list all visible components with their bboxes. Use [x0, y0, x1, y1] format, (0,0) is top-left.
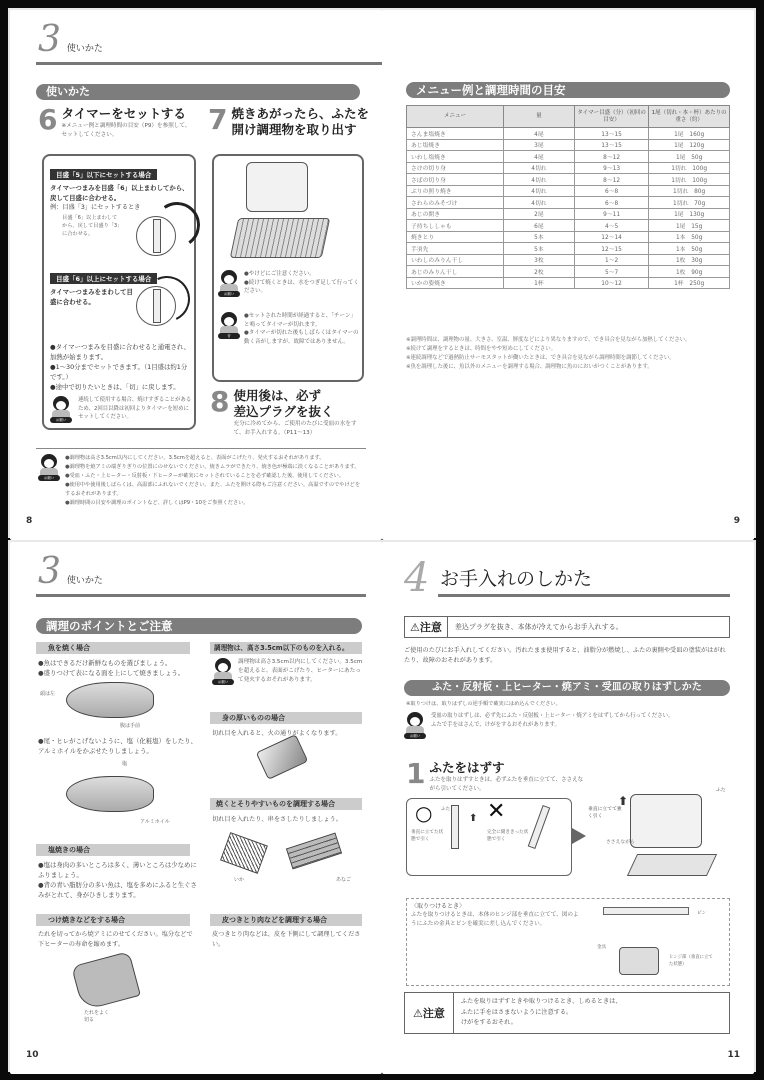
table-cell: 4尾 — [503, 151, 574, 163]
table-cell: 1切れ 70g — [649, 197, 730, 209]
grill-base-illustration — [627, 854, 717, 876]
step-7-heading — [208, 103, 369, 138]
header-rule — [36, 62, 386, 65]
table-cell: さけの切り身 — [407, 162, 504, 174]
section-pill-usage: 使いかた — [36, 84, 360, 100]
fig-label-pull: 垂直に立てて強く引く — [588, 807, 622, 819]
height-advice — [212, 658, 364, 685]
chapter-heading — [38, 551, 103, 592]
table-cell: いわしのみりん干し — [407, 254, 504, 266]
label-pin: ピン — [697, 911, 707, 916]
table-row — [407, 243, 730, 255]
header-rule — [438, 594, 730, 597]
footer-note: ●調理時間の目安や調理のポイントなど、詳しくはP9・10をご参照ください。 — [65, 500, 249, 506]
step-number: 6 — [38, 103, 58, 136]
label-squid: いか — [234, 877, 245, 883]
label-eel: あなご — [336, 877, 352, 883]
table-cell: いわし塩焼き — [407, 151, 504, 163]
table-cell: 1尾 120g — [649, 139, 730, 151]
step-title-line2: 開け調理物を取り出す — [231, 122, 357, 137]
step-title: ふたをはずす — [429, 760, 505, 775]
label-salt: 塩 — [122, 761, 128, 767]
step-number: 8 — [210, 385, 230, 418]
fish-bullets — [38, 658, 198, 678]
advice-line: 受皿の取りはずしは、必ず先にふた・反射板・上ヒーター・焼アミをはずしてから行ってください。 — [431, 713, 674, 719]
table-cell: 5～7 — [574, 266, 648, 278]
section-pill-cooking-tips: 調理のポイントとご注意 — [36, 618, 362, 634]
care-intro: ご使用のたびにお手入れしてください。汚れたまま使用すると、油脂分が燃焼し、ふたの裏側や受皿の塗装がはがれたり、故障のおそれがあります。 — [404, 647, 726, 664]
table-row — [407, 162, 730, 174]
attach-title: 〈取りつけるとき〉 — [411, 903, 466, 910]
table-cell: 13～15 — [574, 139, 648, 151]
removal-advice — [404, 712, 727, 738]
table-row — [407, 174, 730, 186]
chapter-number: 4 — [404, 555, 430, 601]
notes-a — [218, 270, 360, 296]
attach-instructions-box — [406, 898, 730, 986]
step-note: ※メニュー例と調理時間の目安（P9）を参照して、セットしてください。 — [61, 123, 191, 138]
case-text: タイマーつまみを目盛「6」以上まわしてから、戻して目盛に合わせる。 — [50, 184, 189, 202]
fig-label-lid: ふた — [716, 788, 726, 793]
table-cell: 5本 — [503, 231, 574, 243]
table-row — [407, 277, 730, 289]
bullet: ●途中で切りたいときは、「切」に戻します。 — [50, 383, 180, 391]
table-row — [407, 185, 730, 197]
case-header: 目盛「6」以上にセットする場合 — [50, 273, 157, 284]
grill-lid-illustration — [246, 162, 308, 212]
footer-note: ●使用中や使用後しばらくは、高温部にふれないでください。また、ふたを開ける際もご注意ください。高温ですのでやけどをするおそれがあります。 — [65, 482, 361, 497]
table-cell: 6尾 — [503, 220, 574, 232]
chapter-number: 3 — [38, 551, 61, 592]
reattach-note: ※取りつけは、取りはずしの逆手順で確実にはめ込んでください。 — [406, 701, 561, 707]
note: ●タイマーが切れた後もしばらくはタイマーの動く音がしますが、故障ではありません。 — [244, 330, 359, 345]
col-amount: 量 — [503, 106, 574, 128]
note: ※調理時間は、調理物の量、大きさ、室温、鮮度などにより異なりますので、でき具合を見ながら加熱してください。 — [406, 337, 691, 343]
page-number: 8 — [26, 516, 33, 526]
table-cell: 10～12 — [574, 277, 648, 289]
step-6-heading — [38, 103, 193, 140]
table-cell: 1杯 — [503, 277, 574, 289]
spread-pages-10-11 — [8, 540, 756, 1072]
table-row — [407, 208, 730, 220]
table-cell: 1尾 15g — [649, 220, 730, 232]
table-cell: 1切れ 100g — [649, 162, 730, 174]
table-cell: 12～14 — [574, 231, 648, 243]
subhead-fish: 魚を焼く場合 — [36, 642, 190, 654]
header-rule — [36, 594, 366, 597]
page-11 — [382, 542, 754, 1074]
table-cell: 1本 50g — [649, 243, 730, 255]
menu-time-table — [406, 105, 730, 289]
step-7-box — [212, 154, 364, 382]
note: ●やけどにご注意ください。 — [244, 271, 315, 277]
step-8-heading — [210, 385, 363, 438]
table-cell: 1切れ 80g — [649, 185, 730, 197]
timer-instructions-box — [42, 154, 196, 430]
case-example: 例：目盛「3」にセットするとき — [50, 204, 141, 211]
table-cell: 4切れ — [503, 162, 574, 174]
table-cell: いかの姿焼き — [407, 277, 504, 289]
bullet: ●魚はできるだけ新鮮なものを選びましょう。 — [38, 659, 172, 667]
caution-line: ふたを取りはずすときや取りつけるとき、しめるときは、 — [460, 998, 622, 1006]
case-header: 目盛「5」以下にセットする場合 — [50, 169, 157, 180]
table-cell: 1杯 250g — [649, 277, 730, 289]
note: ●セットされた時間が経過すると、「チーン」と鳴ってタイマーが切れます。 — [244, 313, 356, 328]
table-cell: 1尾 50g — [649, 151, 730, 163]
table-notes — [406, 336, 732, 372]
caution-text: 差込プラグを抜き、本体が冷えてからお手入れする。 — [454, 622, 623, 631]
case-text: タイマーつまみをまわして目盛に合わせる。 — [50, 288, 133, 306]
skin-text: 皮つきとり肉などは、皮を下側にして調理してください。 — [212, 931, 361, 948]
open-lid-illustration — [528, 805, 551, 849]
subhead-thick: 身の厚いものの場合 — [210, 712, 362, 724]
table-cell: さばの切り身 — [407, 174, 504, 186]
footer-note: ●受皿・ふた・上ヒーター・反射板・下ヒーターが確実にセットされていることを必ず確認した後、使用してください。 — [65, 473, 345, 479]
step-1-heading — [406, 757, 584, 794]
caution-line: ふたに手をはさまないように注意する。 — [460, 1008, 573, 1016]
step-number: 1 — [406, 757, 426, 790]
table-cell: 1枚 30g — [649, 254, 730, 266]
curl-text: 切れ目を入れたり、串をさしたりしましょう。 — [212, 816, 342, 823]
table-cell: 8～12 — [574, 151, 648, 163]
table-cell: 1尾 160g — [649, 128, 730, 140]
callout-pointer — [572, 828, 586, 844]
advice-line: ふたで手をはさんで、けがをするおそれがあります。 — [431, 722, 560, 728]
page-number: 9 — [733, 516, 740, 526]
ok-ng-comparison-box — [406, 798, 572, 876]
arrow-up-icon: ⬆ — [618, 794, 629, 808]
subhead-height-limit: 調理物は、高さ3.5cm以下のものを入れる。 — [210, 642, 362, 654]
caution-tag: ⚠注意 — [405, 993, 454, 1033]
notes-b — [218, 312, 360, 346]
bullet: ●背の青い脂肪分の多い魚は、塩を多めにふると生ぐさみがとれて、身がひきしまります。 — [38, 881, 197, 899]
chapter-title: お手入れのしかた — [440, 568, 593, 590]
salt-bullets — [38, 860, 198, 900]
page-number: 10 — [26, 1050, 39, 1060]
step-title: タイマーをセットする — [61, 106, 186, 121]
bullet: ●1～30分までセットできます。（1目盛は約1分です。） — [50, 363, 188, 381]
grill-rack-illustration — [230, 218, 331, 258]
section-pill-removal: ふた・反射板・上ヒーター・焼アミ・受皿の取りはずしかた — [404, 680, 730, 696]
table-row — [407, 254, 730, 266]
subhead-marinade: つけ焼きなどをする場合 — [36, 914, 190, 926]
bullet: ●タイマーつまみを目盛に合わせると通電され、加熱が始まります。 — [50, 343, 191, 361]
bullet: ●盛りつけて表になる面を上にして焼きましょう。 — [38, 669, 185, 677]
note: ※魚を調理した後に、魚以外のメニューを調理する場合、調理物に魚のにおいがつくことがあります。 — [406, 364, 653, 370]
step-number: 7 — [208, 103, 228, 136]
dial-note: 目盛「6」以上まわしてから、戻して目盛り「3」に合わせる。 — [62, 215, 120, 237]
table-cell: さわらのみそづけ — [407, 197, 504, 209]
table-cell: 1本 50g — [649, 231, 730, 243]
caution-box-pinch — [404, 992, 730, 1034]
table-cell: 13～15 — [574, 128, 648, 140]
label-belly-front: 腹は手前 — [120, 723, 141, 729]
table-cell: 1枚 90g — [649, 266, 730, 278]
table-row — [407, 220, 730, 232]
upright-lid-illustration — [451, 805, 459, 849]
eel-skewer-illustration — [286, 833, 342, 870]
page-10 — [10, 542, 382, 1074]
table-cell: 6～8 — [574, 197, 648, 209]
caution-tag: ⚠注意 — [405, 617, 448, 637]
label-head-left: 頭は左 — [40, 691, 56, 697]
sound-avatar-icon: 音 — [218, 312, 240, 338]
marinade-text: たれを切ってから焼アミにのせてください。塩分などで下ヒーターの寿命を縮めます。 — [38, 931, 193, 948]
ok-mark-icon: ○ — [415, 801, 433, 825]
table-cell: 4切れ — [503, 197, 574, 209]
table-cell: さんま塩焼き — [407, 128, 504, 140]
page-8 — [10, 10, 382, 540]
table-cell: 子持ちししゃも — [407, 220, 504, 232]
subhead-salt-grill: 塩焼きの場合 — [36, 844, 190, 856]
subhead-curl: 焼くとそりやすいものを調理する場合 — [210, 798, 362, 810]
col-weight: 1尾（切れ・本・杯）あたりの重さ（約） — [649, 106, 730, 128]
footer-note: ●調理物は高さ3.5cm以内にしてください。3.5cmを超えると、表面がこげたり、発火するおそれがあります。 — [65, 455, 325, 461]
col-menu: メニュー — [407, 106, 504, 128]
table-cell: 8～12 — [574, 174, 648, 186]
advisor-avatar-icon: お願い — [404, 712, 426, 738]
table-cell: あじ塩焼き — [407, 139, 504, 151]
advice-text: 調理物は高さ3.5cm以内にしてください。3.5cmを超えると、表面がこげたり、ヒーターにあたって発火するおそれがあります。 — [238, 659, 363, 683]
subhead-skin: 皮つきとり肉などを調理する場合 — [210, 914, 362, 926]
section-pill-menu-times: メニュー例と調理時間の目安 — [406, 82, 730, 98]
ok-label: 垂直に立てた状態で引く — [411, 830, 444, 842]
advisor-avatar-icon: お願い — [218, 270, 240, 296]
hinge-illustration — [619, 947, 659, 975]
caution-box-unplug — [404, 616, 730, 638]
table-cell: あじのみりん干し — [407, 266, 504, 278]
table-row — [407, 151, 730, 163]
table-cell: 3枚 — [503, 254, 574, 266]
chapter-label: 使いかた — [66, 44, 103, 54]
marinade-illustration — [71, 951, 141, 1011]
fig-label-support: ささえながら — [606, 840, 635, 845]
timer-bullets — [50, 342, 192, 392]
note: ※連続調理などで過熱防止サーモスタットが働いたときは、でき具合を見ながら調理時間を調節してください。 — [406, 355, 675, 361]
fish-bullet-2: ●尾・ヒレがこげないように、塩（化粧塩）をしたり、アルミホイルをかぶせたりしましょう。 — [38, 737, 197, 755]
divider — [36, 448, 366, 449]
table-cell: 12～15 — [574, 243, 648, 255]
table-row — [407, 139, 730, 151]
table-cell: 1～2 — [574, 254, 648, 266]
label-drain-sauce: たれをよく切る — [84, 1010, 110, 1023]
advisor-avatar-icon: お願い — [50, 396, 72, 422]
table-row — [407, 128, 730, 140]
caution-line: けがをするおそれ。 — [460, 1019, 517, 1027]
step-title-line1: 焼きあがったら、ふたを — [231, 106, 369, 121]
table-cell: 4～5 — [574, 220, 648, 232]
table-cell: 1切れ 100g — [649, 174, 730, 186]
table-cell: 焼きとり — [407, 231, 504, 243]
footer-note: ●調理物を焼アミの端ぎりぎりの位置にのせないでください。焼きムラができたり、焼き色が極端に淡くなることがあります。 — [65, 464, 360, 470]
table-header-row — [407, 106, 730, 128]
bullet: ●塩は身肉の多いところは多く、薄いところは少なめにふりましょう。 — [38, 861, 197, 879]
table-cell: 9～13 — [574, 162, 648, 174]
ng-label: 完全に開ききった状態で引く — [487, 830, 529, 842]
advice-text: 連続して使用する場合、焼けすぎることがあるため、2回目以降は初回よりタイマーを短めにセットしてください。 — [78, 397, 192, 420]
page-9 — [382, 10, 754, 540]
fish-foil-illustration — [66, 776, 154, 812]
chapter-label: 使いかた — [66, 576, 103, 586]
table-cell: 手羽先 — [407, 243, 504, 255]
thick-text: 切れ目を入れると、火の通りがよくなります。 — [212, 730, 342, 737]
squid-illustration — [220, 832, 268, 874]
hinge-bar-illustration — [603, 907, 689, 915]
note: ※続けて調理をするときは、時間をやや短めにしてください。 — [406, 346, 557, 352]
spread-pages-8-9 — [8, 8, 756, 538]
table-row — [407, 266, 730, 278]
table-body — [407, 128, 730, 289]
table-cell: 4尾 — [503, 128, 574, 140]
fish-illustration — [66, 682, 154, 718]
thick-fish-illustration — [256, 734, 309, 780]
advisor-avatar-icon: お願い — [38, 454, 60, 480]
ng-mark-icon: ✕ — [487, 799, 506, 824]
table-cell: 3尾 — [503, 139, 574, 151]
table-cell: 5本 — [503, 243, 574, 255]
label-hinge: ヒンジ部（垂直に立てた状態） — [669, 955, 713, 967]
table-cell: 2枚 — [503, 266, 574, 278]
chapter-heading — [38, 19, 103, 60]
footer-notes — [38, 454, 365, 508]
step-text: 充分に冷めてから、ご使用のたびに受皿の水をすて、お手入れする。（P11～13） — [233, 421, 357, 436]
label-foil: アルミホイル — [140, 819, 170, 825]
table-row — [407, 197, 730, 209]
step-text: ふたを取りはずすときは、必ずふたを垂直に立てて、ささえながら引いてください。 — [429, 777, 584, 792]
table-cell: 1尾 130g — [649, 208, 730, 220]
advice-block — [50, 396, 192, 422]
step-title-line2: 差込プラグを抜く — [233, 404, 334, 419]
lid-removal-illustration — [630, 794, 702, 848]
advisor-avatar-icon: お願い — [212, 658, 234, 684]
page-number: 11 — [727, 1050, 740, 1060]
note: ●続けて焼くときは、水をつぎ足して行ってください。 — [244, 279, 359, 294]
table-cell: あじの開き — [407, 208, 504, 220]
chapter-number: 3 — [38, 19, 61, 60]
step-title-line1: 使用後は、必ず — [233, 388, 321, 403]
label-metal: 金具 — [597, 945, 607, 950]
arrow-up-icon: ⬆ — [469, 813, 478, 824]
table-cell: 4切れ — [503, 185, 574, 197]
table-row — [407, 231, 730, 243]
table-cell: 4切れ — [503, 174, 574, 186]
col-timer: タイマー目盛（分）（初回の目安） — [574, 106, 648, 128]
lid-label: ふた — [441, 807, 450, 812]
table-cell: 9～11 — [574, 208, 648, 220]
table-cell: ぶりの照り焼き — [407, 185, 504, 197]
table-cell: 6～8 — [574, 185, 648, 197]
attach-text: ふたを取りつけるときは、本体のヒンジ部を垂直に立てて、図のようにふたの金具とピンを確実に差し込んでください。 — [411, 912, 579, 927]
table-cell: 2尾 — [503, 208, 574, 220]
